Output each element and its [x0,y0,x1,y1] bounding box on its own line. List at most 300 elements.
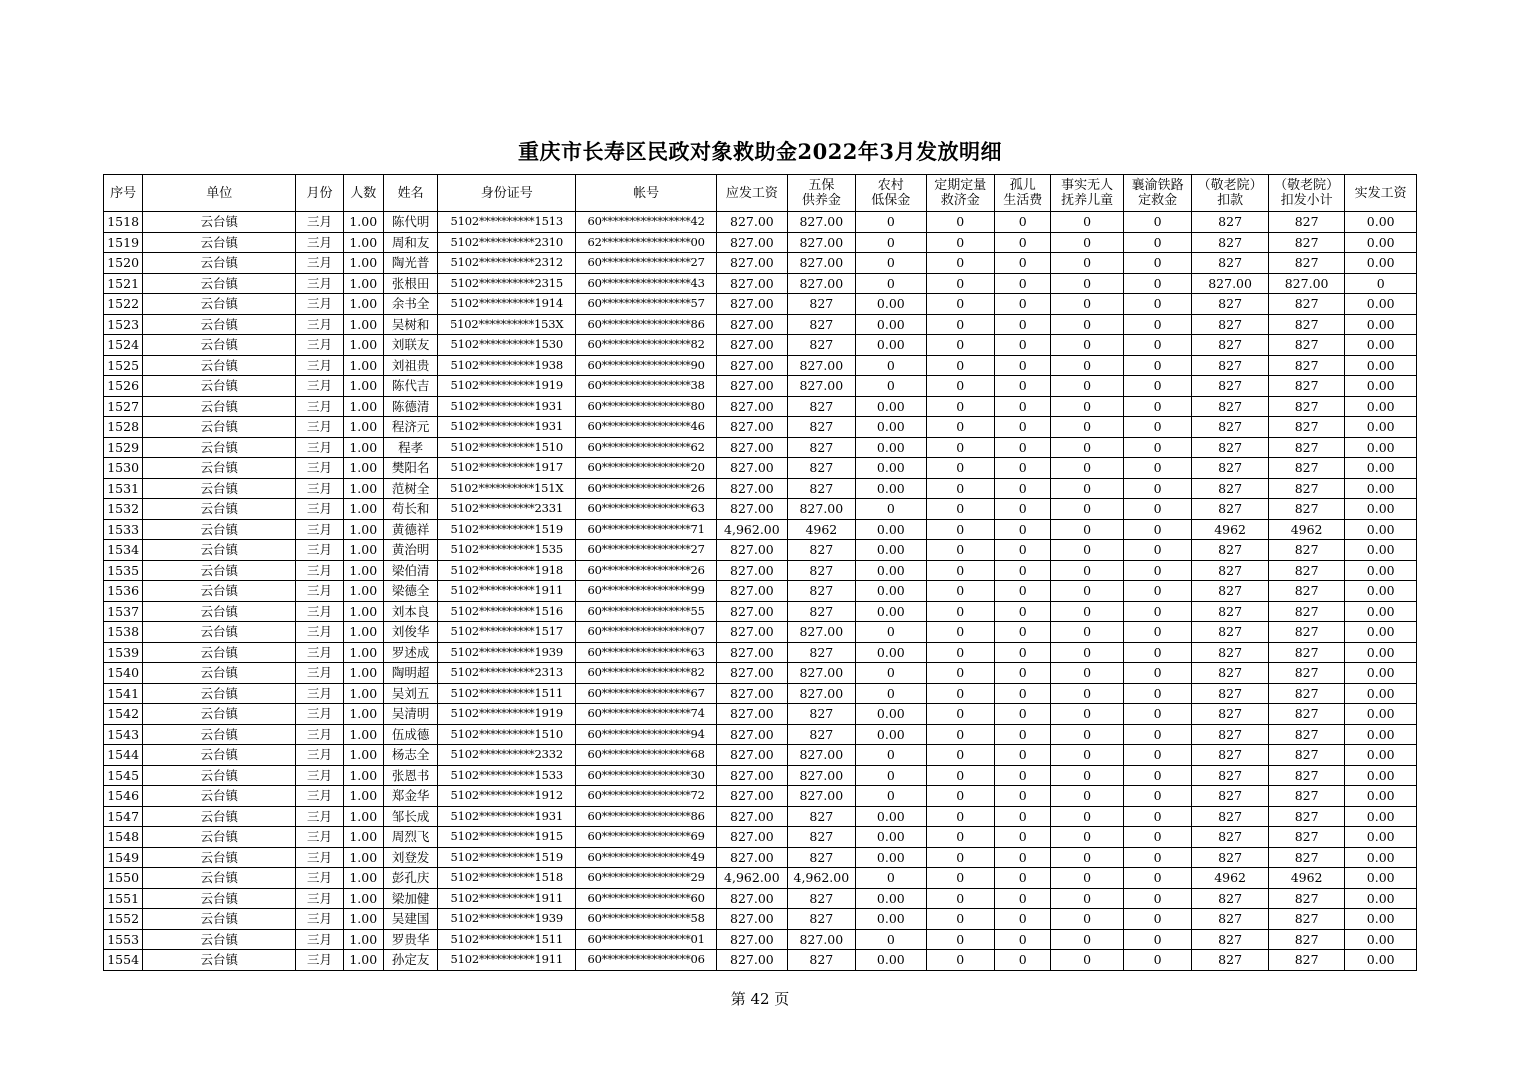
table-cell: 0 [995,355,1051,376]
table-cell: 5102**********1939 [438,642,576,663]
table-cell: 0.00 [856,335,926,356]
table-cell: 0.00 [856,437,926,458]
table-cell: 0 [995,622,1051,643]
table-cell: 827.00 [787,273,855,294]
table-cell: 1532 [104,499,143,520]
table-cell: 0 [1051,929,1123,950]
table-row [104,724,1417,745]
table-cell: 0 [1123,417,1191,438]
table-cell: 0 [856,622,926,643]
table-cell: 827.00 [717,642,787,663]
table-cell: 1538 [104,622,143,643]
table-cell: 827 [1192,806,1269,827]
table-cell: 郑金华 [383,786,437,807]
table-cell: 0 [1123,519,1191,540]
table-cell: 827 [1268,683,1345,704]
table-cell: 60****************26 [576,560,717,581]
table-cell: 0 [995,417,1051,438]
table-cell: 云台镇 [143,827,296,848]
column-header: 月份 [296,175,343,212]
table-row [104,560,1417,581]
table-cell: 0 [926,683,994,704]
table-cell: 0.00 [1345,601,1417,622]
table-cell: 0 [995,765,1051,786]
table-cell: 三月 [296,335,343,356]
table-cell: 1550 [104,868,143,889]
table-cell: 60****************68 [576,745,717,766]
table-cell: 827 [1268,704,1345,725]
table-cell: 5102**********1931 [438,806,576,827]
table-cell: 1518 [104,212,143,233]
table-cell: 1.00 [343,519,383,540]
table-cell: 0 [1051,314,1123,335]
table-cell: 云台镇 [143,335,296,356]
table-cell: 0 [1051,847,1123,868]
table-cell: 827.00 [717,704,787,725]
table-cell: 0 [926,417,994,438]
table-cell: 1.00 [343,581,383,602]
table-cell: 0.00 [1345,294,1417,315]
table-cell: 三月 [296,601,343,622]
table-cell: 0 [856,355,926,376]
table-cell: 陈代吉 [383,376,437,397]
column-header: 定期定量 救济金 [926,175,994,212]
table-cell: 827.00 [717,212,787,233]
table-cell: 5102**********1931 [438,417,576,438]
table-cell: 827 [1192,294,1269,315]
table-row [104,376,1417,397]
table-cell: 4962 [787,519,855,540]
table-cell: 827 [1192,765,1269,786]
table-cell: 0 [1051,273,1123,294]
table-cell: 1533 [104,519,143,540]
column-header: 农村 低保金 [856,175,926,212]
table-cell: 827 [787,478,855,499]
table-cell: 0 [995,909,1051,930]
table-cell: 827.00 [717,540,787,561]
table-cell: 0 [1123,253,1191,274]
table-cell: 0 [1051,704,1123,725]
table-cell: 827 [1268,314,1345,335]
table-cell: 827.00 [787,622,855,643]
table-cell: 三月 [296,642,343,663]
column-header: 人数 [343,175,383,212]
table-cell: 1.00 [343,355,383,376]
table-cell: 三月 [296,396,343,417]
table-cell: 5102**********2310 [438,232,576,253]
table-row [104,827,1417,848]
table-cell: 云台镇 [143,437,296,458]
table-cell: 60****************49 [576,847,717,868]
table-cell: 827.00 [717,314,787,335]
table-cell: 0 [926,294,994,315]
table-cell: 5102**********151X [438,478,576,499]
table-cell: 1.00 [343,560,383,581]
table-cell: 0 [926,560,994,581]
table-cell: 827 [1192,950,1269,971]
table-cell: 0 [1051,437,1123,458]
table-cell: 827.00 [787,376,855,397]
table-cell: 60****************90 [576,355,717,376]
table-cell: 827 [787,294,855,315]
table-cell: 827.00 [717,478,787,499]
table-cell: 827 [1268,642,1345,663]
table-cell: 60****************82 [576,335,717,356]
table-cell: 0 [995,724,1051,745]
table-row [104,683,1417,704]
table-cell: 0 [926,888,994,909]
table-cell: 827 [1268,622,1345,643]
table-cell: 0 [926,519,994,540]
table-cell: 0 [926,396,994,417]
table-cell: 陈德清 [383,396,437,417]
table-cell: 0.00 [1345,253,1417,274]
table-cell: 1535 [104,560,143,581]
table-cell: 0.00 [856,642,926,663]
table-cell: 三月 [296,417,343,438]
table-cell: 0 [926,581,994,602]
table-cell: 827.00 [717,888,787,909]
table-cell: 云台镇 [143,929,296,950]
table-cell: 4962 [1268,868,1345,889]
table-cell: 827 [1192,437,1269,458]
table-cell: 5102**********1915 [438,827,576,848]
table-cell: 0.00 [1345,909,1417,930]
table-cell: 三月 [296,847,343,868]
table-row [104,437,1417,458]
table-cell: 827 [787,560,855,581]
table-cell: 827 [1268,888,1345,909]
table-cell: 云台镇 [143,847,296,868]
table-cell: 云台镇 [143,253,296,274]
table-cell: 0.00 [1345,704,1417,725]
table-cell: 60****************86 [576,314,717,335]
table-cell: 云台镇 [143,294,296,315]
table-cell: 5102**********1510 [438,724,576,745]
table-cell: 云台镇 [143,888,296,909]
table-cell: 0 [1123,273,1191,294]
document-title: 重庆市长寿区民政对象救助金2022年3月发放明细 [517,139,1003,164]
table-cell: 60****************99 [576,581,717,602]
table-cell: 1.00 [343,458,383,479]
table-cell: 60****************63 [576,642,717,663]
table-cell: 0.00 [1345,478,1417,499]
table-cell: 827.00 [717,417,787,438]
table-cell: 梁德全 [383,581,437,602]
table-row [104,232,1417,253]
table-cell: 827.00 [717,335,787,356]
table-cell: 云台镇 [143,622,296,643]
table-cell: 60****************69 [576,827,717,848]
table-cell: 0 [1123,642,1191,663]
table-cell: 827 [1192,499,1269,520]
table-cell: 陶明超 [383,663,437,684]
table-cell: 0.00 [856,458,926,479]
table-cell: 827.00 [717,950,787,971]
table-row [104,765,1417,786]
table-cell: 0 [1123,437,1191,458]
table-cell: 云台镇 [143,581,296,602]
table-row [104,622,1417,643]
table-cell: 0 [856,786,926,807]
table-cell: 60****************01 [576,929,717,950]
table-cell: 60****************38 [576,376,717,397]
table-cell: 范树全 [383,478,437,499]
table-cell: 0.00 [1345,622,1417,643]
table-cell: 827 [1268,786,1345,807]
table-cell: 827.00 [717,724,787,745]
table-cell: 60****************43 [576,273,717,294]
table-cell: 827 [1268,847,1345,868]
table-cell: 三月 [296,294,343,315]
table-cell: 1552 [104,909,143,930]
table-cell: 1526 [104,376,143,397]
table-cell: 0 [926,745,994,766]
table-cell: 0 [926,929,994,950]
column-header: 襄渝铁路 定救金 [1123,175,1191,212]
table-cell: 0 [856,212,926,233]
table-cell: 0 [1123,827,1191,848]
table-cell: 827 [1192,888,1269,909]
table-cell: 0 [1123,212,1191,233]
table-cell: 4962 [1268,519,1345,540]
table-cell: 827 [1192,786,1269,807]
table-cell: 0 [1123,888,1191,909]
table-cell: 1.00 [343,704,383,725]
table-cell: 0 [995,929,1051,950]
table-cell: 827.00 [717,232,787,253]
table-cell: 0.00 [1345,786,1417,807]
table-cell: 0.00 [856,909,926,930]
table-cell: 0 [856,253,926,274]
table-cell: 827 [1268,499,1345,520]
table-row [104,786,1417,807]
table-cell: 三月 [296,786,343,807]
table-cell: 云台镇 [143,950,296,971]
table-cell: 1.00 [343,253,383,274]
table-cell: 0.00 [1345,827,1417,848]
table-cell: 0.00 [1345,806,1417,827]
table-cell: 827.00 [717,396,787,417]
table-cell: 60****************42 [576,212,717,233]
table-row [104,519,1417,540]
table-cell: 60****************60 [576,888,717,909]
table-cell: 0 [926,212,994,233]
table-cell: 0.00 [856,888,926,909]
table-cell: 0.00 [1345,396,1417,417]
table-cell: 5102**********1919 [438,376,576,397]
table-cell: 1.00 [343,294,383,315]
table-cell: 5102**********1511 [438,929,576,950]
table-cell: 1545 [104,765,143,786]
table-cell: 5102**********1917 [438,458,576,479]
table-cell: 梁加健 [383,888,437,909]
table-cell: 0 [1051,355,1123,376]
table-cell: 827 [787,417,855,438]
table-cell: 三月 [296,355,343,376]
table-cell: 0 [1051,560,1123,581]
table-cell: 60****************06 [576,950,717,971]
table-cell: 5102**********1919 [438,704,576,725]
table-cell: 0 [1123,560,1191,581]
table-cell: 云台镇 [143,314,296,335]
table-cell: 827.00 [717,560,787,581]
table-cell: 1543 [104,724,143,745]
table-cell: 云台镇 [143,499,296,520]
table-cell: 三月 [296,888,343,909]
table-cell: 5102**********1911 [438,888,576,909]
table-cell: 三月 [296,560,343,581]
table-cell: 0 [1051,601,1123,622]
table-cell: 0 [926,622,994,643]
table-header-row [104,175,1417,212]
table-cell: 黄德祥 [383,519,437,540]
table-row [104,950,1417,971]
table-cell: 827 [1192,847,1269,868]
table-cell: 5102**********1510 [438,437,576,458]
table-cell: 827 [787,540,855,561]
table-cell: 0 [1123,765,1191,786]
table-cell: 827 [1268,232,1345,253]
table-cell: 0 [1123,806,1191,827]
table-cell: 云台镇 [143,868,296,889]
table-cell: 0.00 [1345,355,1417,376]
table-cell: 1.00 [343,950,383,971]
table-cell: 三月 [296,253,343,274]
table-cell: 孙定友 [383,950,437,971]
table-cell: 60****************20 [576,458,717,479]
table-cell: 1519 [104,232,143,253]
table-cell: 827 [787,909,855,930]
table-cell: 云台镇 [143,560,296,581]
table-cell: 0 [1051,335,1123,356]
table-cell: 1.00 [343,765,383,786]
table-cell: 0 [926,478,994,499]
table-cell: 0 [1051,581,1123,602]
table-cell: 0.00 [1345,847,1417,868]
table-cell: 0 [995,868,1051,889]
table-cell: 程孝 [383,437,437,458]
table-cell: 三月 [296,458,343,479]
table-cell: 827 [787,847,855,868]
table-row [104,806,1417,827]
table-cell: 60****************57 [576,294,717,315]
table-cell: 5102**********1911 [438,950,576,971]
table-cell: 827 [1192,355,1269,376]
table-row [104,314,1417,335]
table-cell: 0 [1123,929,1191,950]
table-cell: 0 [926,314,994,335]
table-cell: 60****************07 [576,622,717,643]
column-header: 应发工资 [717,175,787,212]
table-cell: 刘祖贵 [383,355,437,376]
table-cell: 827.00 [717,581,787,602]
table-cell: 0 [1123,458,1191,479]
table-cell: 0 [1123,294,1191,315]
table-cell: 0.00 [1345,581,1417,602]
table-cell: 4962 [1192,519,1269,540]
table-cell: 0.00 [1345,335,1417,356]
table-cell: 云台镇 [143,519,296,540]
table-cell: 1540 [104,663,143,684]
table-row [104,581,1417,602]
table-cell: 1.00 [343,601,383,622]
table-row [104,642,1417,663]
table-cell: 827.00 [717,847,787,868]
table-cell: 0 [1051,786,1123,807]
table-cell: 0 [926,806,994,827]
table-cell: 0.00 [1345,868,1417,889]
table-cell: 程济元 [383,417,437,438]
table-cell: 0.00 [1345,888,1417,909]
table-cell: 苟长和 [383,499,437,520]
table-cell: 0 [995,847,1051,868]
table-cell: 彭孔庆 [383,868,437,889]
table-cell: 1522 [104,294,143,315]
table-cell: 0 [1123,724,1191,745]
table-cell: 827 [1268,724,1345,745]
table-cell: 吴清明 [383,704,437,725]
table-cell: 三月 [296,314,343,335]
table-cell: 827.00 [717,663,787,684]
table-cell: 827 [1192,540,1269,561]
table-cell: 1524 [104,335,143,356]
table-cell: 0.00 [856,827,926,848]
table-cell: 1.00 [343,478,383,499]
column-header: 单位 [143,175,296,212]
table-row [104,868,1417,889]
table-cell: 827 [787,601,855,622]
table-cell: 云台镇 [143,458,296,479]
column-header: （敬老院） 扣款 [1192,175,1269,212]
table-cell: 0.00 [1345,745,1417,766]
table-row [104,540,1417,561]
table-cell: 云台镇 [143,212,296,233]
table-cell: 0.00 [1345,437,1417,458]
table-row [104,253,1417,274]
table-cell: 827 [787,642,855,663]
table-row [104,929,1417,950]
table-cell: 云台镇 [143,355,296,376]
table-cell: 827.00 [717,273,787,294]
table-cell: 5102**********1519 [438,847,576,868]
table-cell: 0.00 [1345,212,1417,233]
table-cell: 827 [787,704,855,725]
table-cell: 0 [1051,294,1123,315]
table-cell: 827 [1268,458,1345,479]
table-cell: 0 [1051,519,1123,540]
table-cell: 827.00 [1192,273,1269,294]
table-cell: 827 [1268,212,1345,233]
table-cell: 60****************30 [576,765,717,786]
table-cell: 0 [926,724,994,745]
table-cell: 0.00 [856,601,926,622]
table-cell: 0 [1123,683,1191,704]
table-cell: 827 [1192,827,1269,848]
table-cell: 0 [926,868,994,889]
table-cell: 三月 [296,724,343,745]
table-cell: 0 [856,683,926,704]
table-cell: 0 [995,704,1051,725]
table-cell: 0 [1123,601,1191,622]
table-cell: 0 [995,478,1051,499]
table-cell: 827.00 [787,929,855,950]
table-cell: 0 [926,704,994,725]
table-cell: 0 [1123,499,1191,520]
table-cell: 827 [1268,417,1345,438]
table-cell: 三月 [296,622,343,643]
table-cell: 1541 [104,683,143,704]
